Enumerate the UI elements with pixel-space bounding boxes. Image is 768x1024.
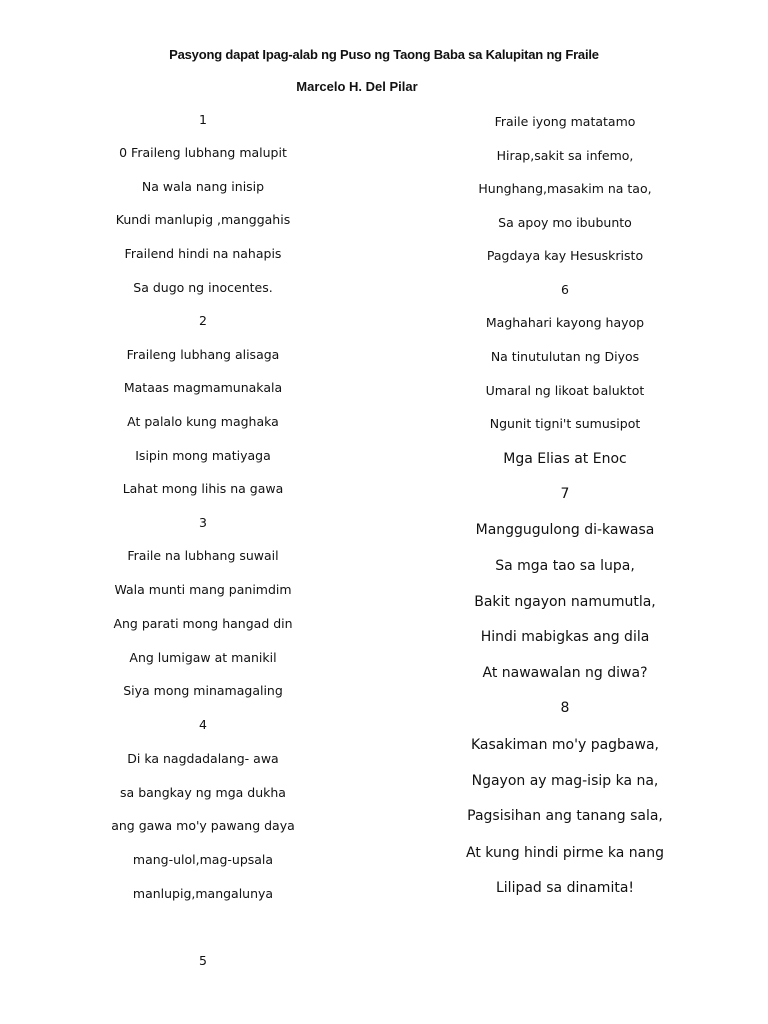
poem-line: Mga Elias at Enoc bbox=[503, 451, 627, 467]
poem-line: Fraile iyong matatamo bbox=[494, 114, 636, 129]
poem-author: Marcelo H. Del Pilar bbox=[296, 79, 418, 94]
poem-line: Fraileng lubhang alisaga bbox=[126, 347, 280, 362]
poem-line: Mataas magmamunakala bbox=[123, 380, 283, 395]
poem-line: At palalo kung maghaka bbox=[127, 414, 279, 429]
poem-line: Pagsisihan ang tanang sala, bbox=[467, 808, 663, 824]
stanza-number: 5 bbox=[199, 953, 207, 968]
poem-line: Na tinutulutan ng Diyos bbox=[490, 349, 640, 364]
stanza-number: 7 bbox=[560, 486, 570, 502]
poem-title: Pasyong dapat Ipag-alab ng Puso ng Taong Baba sa Kalupitan ng Fraile bbox=[169, 47, 599, 62]
stanza-number: 2 bbox=[199, 313, 207, 328]
poem-line: Ang lumigaw at manikil bbox=[129, 650, 277, 665]
poem-line: Sa dugo ng inocentes. bbox=[133, 280, 273, 295]
poem-line: Hindi mabigkas ang dila bbox=[480, 629, 650, 645]
poem-line: Ngayon ay mag-isip ka na, bbox=[471, 773, 659, 789]
poem-line: Sa mga tao sa lupa, bbox=[495, 558, 635, 574]
poem-line: Pagdaya kay Hesuskristo bbox=[486, 248, 644, 263]
poem-line: Maghahari kayong hayop bbox=[485, 315, 645, 330]
poem-line: Ang parati mong hangad din bbox=[113, 616, 293, 631]
poem-line: Hirap,sakit sa infemo, bbox=[496, 148, 634, 163]
poem-line: Wala munti mang panimdim bbox=[114, 582, 292, 597]
poem-line: mang-ulol,mag-upsala bbox=[132, 852, 274, 867]
poem-line: Manggugulong di-kawasa bbox=[475, 522, 655, 538]
poem-line: Sa apoy mo ibubunto bbox=[498, 215, 632, 230]
poem-line: Kundi manlupig ,manggahis bbox=[115, 212, 291, 227]
stanza-number: 6 bbox=[561, 282, 569, 297]
poem-line: 0 Fraileng lubhang malupit bbox=[119, 145, 287, 160]
poem-line: Lilipad sa dinamita! bbox=[495, 880, 635, 896]
poem-line: Kasakiman mo'y pagbawa, bbox=[470, 737, 659, 753]
stanza-number: 1 bbox=[199, 112, 207, 127]
poem-line: At kung hindi pirme ka nang bbox=[466, 845, 664, 861]
poem-line: sa bangkay ng mga dukha bbox=[120, 785, 286, 800]
poem-line: Frailend hindi na nahapis bbox=[124, 246, 282, 261]
poem-line: Di ka nagdadalang- awa bbox=[127, 751, 279, 766]
poem-line: Umaral ng likoat baluktot bbox=[485, 383, 645, 398]
stanza-number: 3 bbox=[199, 515, 207, 530]
poem-line: Hunghang,masakim na tao, bbox=[478, 181, 652, 196]
poem-line: ang gawa mo'y pawang daya bbox=[111, 818, 295, 833]
poem-line: Siya mong minamagaling bbox=[123, 683, 283, 698]
poem-line: Isipin mong matiyaga bbox=[135, 448, 271, 463]
stanza-number: 4 bbox=[199, 717, 207, 732]
poem-line: Fraile na lubhang suwail bbox=[127, 548, 279, 563]
poem-line: Bakit ngayon namumutla, bbox=[474, 594, 656, 610]
poem-line: Na wala nang inisip bbox=[141, 179, 265, 194]
stanza-number: 8 bbox=[560, 700, 570, 716]
poem-line: Ngunit tigni't sumusipot bbox=[489, 416, 641, 431]
poem-line: Lahat mong lihis na gawa bbox=[122, 481, 284, 496]
poem-line: At nawawalan ng diwa? bbox=[482, 665, 648, 681]
poem-line: manlupig,mangalunya bbox=[132, 886, 274, 901]
